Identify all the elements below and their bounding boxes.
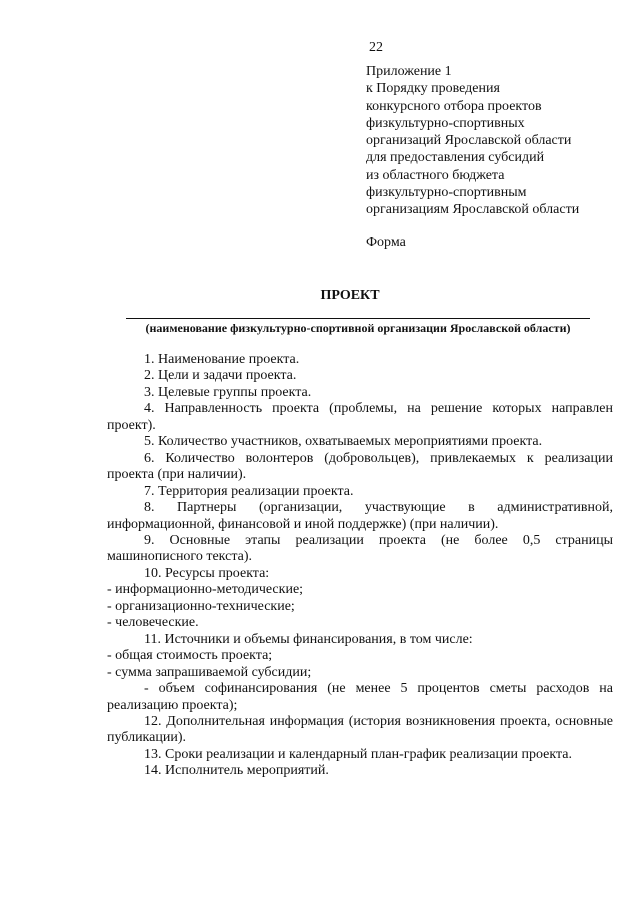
appendix-line: физкультурно-спортивных xyxy=(366,115,525,131)
list-item: 2. Цели и задачи проекта. xyxy=(144,368,297,384)
appendix-line: физкультурно-спортивным xyxy=(366,185,527,201)
list-subitem: - человеческие. xyxy=(107,615,199,631)
appendix-line: организаций Ярославской области xyxy=(366,133,572,149)
project-items-list xyxy=(107,352,613,780)
document-title: ПРОЕКТ xyxy=(320,288,380,303)
org-name-fill-line xyxy=(126,318,590,319)
list-item: 11. Источники и объемы финансирования, в том числе: xyxy=(144,631,473,647)
appendix-line: из областного бюджета xyxy=(366,167,505,183)
page-number: 22 xyxy=(369,40,383,55)
form-label: Форма xyxy=(366,235,406,250)
list-subitem: - сумма запрашиваемой субсидии; xyxy=(107,664,312,680)
appendix-line: для предоставления субсидий xyxy=(366,150,545,166)
appendix-line: Приложение 1 xyxy=(366,64,452,79)
list-item: 8. Партнеры (организации, участвующие в административной, информационной, финансовой и иной поддержке) (при наличии). xyxy=(107,500,613,532)
list-item: 3. Целевые группы проекта. xyxy=(144,384,312,400)
list-subitem: - организационно-технические; xyxy=(107,598,295,614)
list-item: 7. Территория реализации проекта. xyxy=(144,483,354,499)
appendix-line: организациям Ярославской области xyxy=(366,202,580,218)
list-item: 1. Наименование проекта. xyxy=(144,352,300,367)
list-item: 12. Дополнительная информация (история возникновения проекта, основные публикации). xyxy=(107,713,613,746)
org-name-caption: (наименование физкультурно-спортивной организации Ярославской области) xyxy=(145,321,571,335)
list-item: 4. Направленность проекта (проблемы, на решение которых направлен проект). xyxy=(107,401,613,433)
list-item: 6. Количество волонтеров (добровольцев), привлекаемых к реализации проекта (при наличии). xyxy=(107,450,613,483)
list-subitem: - объем софинансирования (не менее 5 процентов сметы расходов на реализацию проекта); xyxy=(107,681,613,713)
appendix-line: конкурсного отбора проектов xyxy=(366,98,542,114)
list-item: 14. Исполнитель мероприятий. xyxy=(144,763,329,779)
list-item: 5. Количество участников, охватываемых мероприятиями проекта. xyxy=(144,434,543,450)
appendix-line: к Порядку проведения xyxy=(366,81,500,97)
list-item: 10. Ресурсы проекта: xyxy=(144,565,270,581)
appendix-header xyxy=(366,63,626,219)
list-item: 9. Основные этапы реализации проекта (не более 0,5 страницы машинописного текста). xyxy=(107,532,613,565)
list-subitem: - информационно-методические; xyxy=(107,582,304,598)
list-subitem: - общая стоимость проекта; xyxy=(107,648,273,664)
list-item: 13. Сроки реализации и календарный план-график реализации проекта. xyxy=(144,746,572,762)
